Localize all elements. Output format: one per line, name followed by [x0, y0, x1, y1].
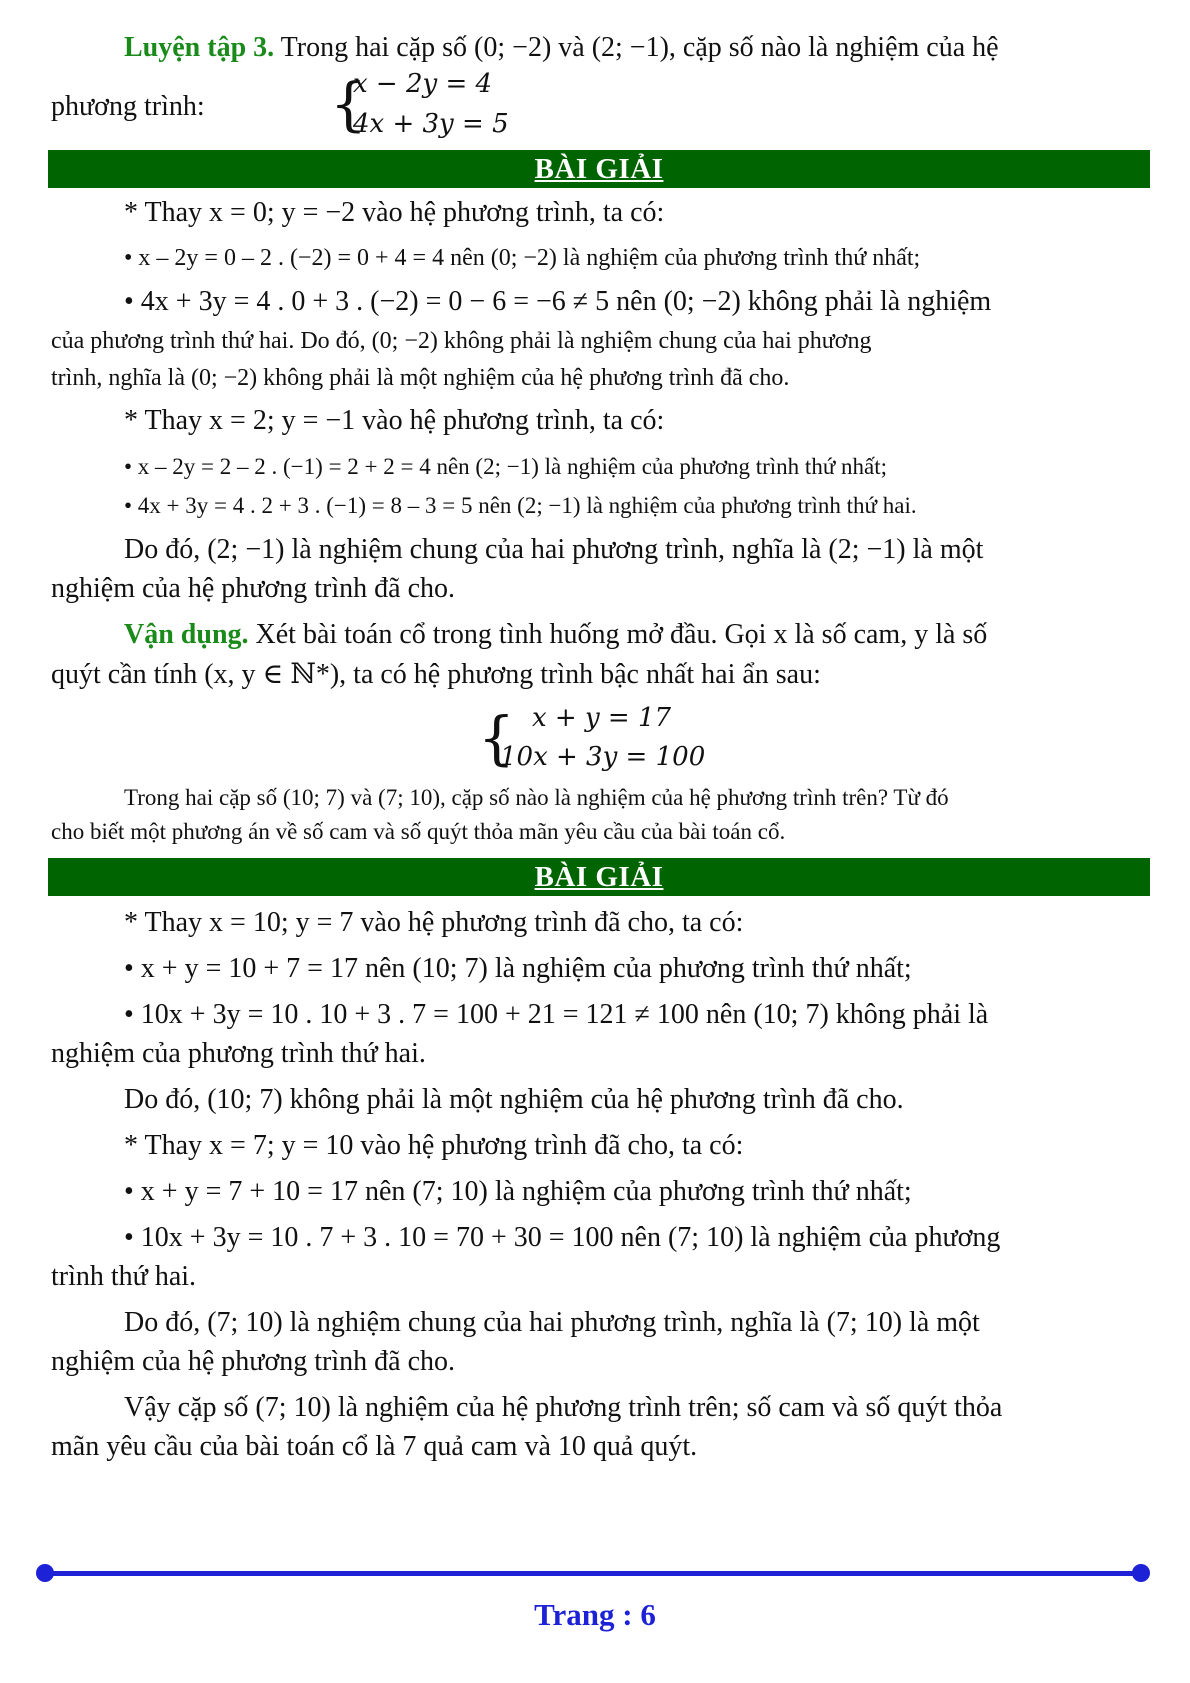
exercise-1-label: Luyện tập 3. [124, 32, 275, 63]
system-2-eq-1: x + y = 17 [532, 703, 672, 733]
sol2-line-10: Do đó, (7; 10) là nghiệm chung của hai phương trình, nghĩa là (7; 10) là một [124, 1307, 980, 1338]
sol2-line-13: mãn yêu cầu của bài toán cổ là 7 quả cam và 10 quả quýt. [51, 1431, 698, 1462]
sol1-line-7: • x – 2y = 2 – 2 . (−1) = 2 + 2 = 4 nên (2; −1) là nghiệm của phương trình thứ nhất; [124, 454, 888, 479]
system-1-eq-2: 4x + 3y = 5 [353, 109, 509, 139]
system-2-eq-2: 10x + 3y = 100 [500, 742, 706, 772]
sol1-line-9: Do đó, (2; −1) là nghiệm chung của hai phương trình, nghĩa là (2; −1) là một [124, 534, 984, 565]
exercise-1-heading [124, 30, 999, 66]
sol2-line-7: • x + y = 7 + 10 = 17 nên (7; 10) là nghiệm của phương trình thứ nhất; [124, 1176, 912, 1207]
sol2-line-5: Do đó, (10; 7) không phải là một nghiệm của hệ phương trình đã cho. [124, 1084, 904, 1115]
page-number: Trang : 6 [534, 1597, 656, 1632]
sol1-line-6: * Thay x = 2; y = −1 vào hệ phương trình, ta có: [124, 405, 665, 436]
solution-header-1: BÀI GIẢI [534, 153, 664, 185]
exercise-2-question-1: Trong hai cặp số (10; 7) và (7; 10), cặp số nào là nghiệm của hệ phương trình trên? Từ đó [124, 785, 949, 810]
sol1-line-3: • 4x + 3y = 4 . 0 + 3 . (−2) = 0 − 6 = −6 ≠ 5 nên (0; −2) không phải là nghiệm [124, 286, 992, 317]
sol2-line-12: Vậy cặp số (7; 10) là nghiệm của hệ phương trình trên; số cam và số quýt thỏa [124, 1392, 1003, 1423]
exercise-1-text: Trong hai cặp số (0; −2) và (2; −1), cặp số nào là nghiệm của hệ [274, 32, 999, 63]
exercise-2-question-2: cho biết một phương án về số cam và số quýt thỏa mãn yêu cầu của bài toán cổ. [51, 819, 786, 844]
exercise-2-heading [124, 617, 987, 653]
exercise-2-text-2: quýt cần tính (x, y ∈ ℕ*), ta có hệ phương trình bậc nhất hai ẩn sau: [51, 659, 821, 690]
sol1-line-1: * Thay x = 0; y = −2 vào hệ phương trình, ta có: [124, 197, 665, 228]
sol1-line-4: của phương trình thứ hai. Do đó, (0; −2) không phải là nghiệm chung của hai phương [51, 328, 872, 354]
footer-divider-right-dot [1132, 1564, 1150, 1582]
sol2-line-2: • x + y = 10 + 7 = 17 nên (10; 7) là nghiệm của phương trình thứ nhất; [124, 953, 912, 984]
sol2-line-4: nghiệm của phương trình thứ hai. [51, 1038, 426, 1069]
solution-header-bar-1 [48, 150, 1150, 188]
solution-header-bar-2 [48, 858, 1150, 896]
sol2-line-8: • 10x + 3y = 10 . 7 + 3 . 10 = 70 + 30 = 100 nên (7; 10) là nghiệm của phương [124, 1222, 1001, 1253]
sol2-line-3: • 10x + 3y = 10 . 10 + 3 . 7 = 100 + 21 = 121 ≠ 100 nên (10; 7) không phải là [124, 999, 989, 1030]
sol1-line-10: nghiệm của hệ phương trình đã cho. [51, 573, 455, 604]
sol1-line-5: trình, nghĩa là (0; −2) không phải là một nghiệm của hệ phương trình đã cho. [51, 365, 790, 391]
system-1-eq-1: x − 2y = 4 [353, 69, 493, 99]
sol2-line-11: nghiệm của hệ phương trình đã cho. [51, 1346, 455, 1377]
footer-divider [44, 1571, 1141, 1576]
sol1-line-8: • 4x + 3y = 4 . 2 + 3 . (−1) = 8 – 3 = 5 nên (2; −1) là nghiệm của phương trình thứ hai. [124, 493, 917, 518]
footer-divider-left-dot [36, 1564, 54, 1582]
sol2-line-9: trình thứ hai. [51, 1261, 197, 1292]
system-brace-2: { [478, 704, 515, 772]
sol2-line-1: * Thay x = 10; y = 7 vào hệ phương trình đã cho, ta có: [124, 907, 744, 938]
sol1-line-2: • x – 2y = 0 – 2 . (−2) = 0 + 4 = 4 nên (0; −2) là nghiệm của phương trình thứ nhất; [124, 245, 921, 271]
system-brace-1: { [330, 70, 367, 138]
exercise-2-label: Vận dụng. [124, 619, 249, 650]
exercise-1-text-2: phương trình: [51, 91, 205, 122]
exercise-2-text: Xét bài toán cổ trong tình huống mở đầu. Gọi x là số cam, y là số [248, 619, 988, 650]
solution-header-2: BÀI GIẢI [534, 861, 664, 893]
sol2-line-6: * Thay x = 7; y = 10 vào hệ phương trình đã cho, ta có: [124, 1130, 744, 1161]
